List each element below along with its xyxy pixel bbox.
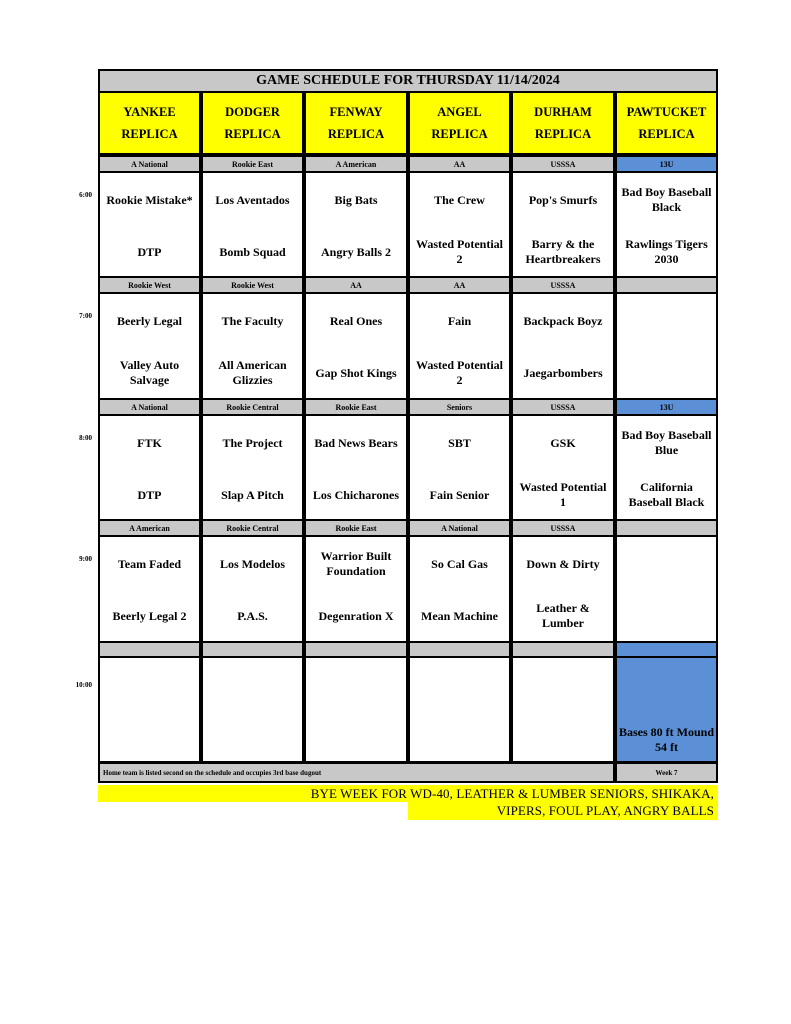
game-cell[interactable] — [304, 171, 408, 279]
away-team: Beerly Legal — [117, 313, 182, 328]
division-label: Rookie East — [201, 155, 304, 173]
division-label: Rookie West — [201, 276, 304, 294]
home-team: Bomb Squad — [219, 244, 286, 259]
away-team: Fain — [447, 313, 472, 328]
game-cell[interactable] — [201, 414, 304, 522]
home-team: Wasted Potential 2 — [416, 358, 503, 387]
home-team: Los Chicharones — [312, 487, 400, 502]
game-cell[interactable] — [408, 292, 511, 400]
time-label: 9:00 — [79, 555, 92, 563]
away-team: Los Modelos — [219, 556, 285, 571]
home-team — [617, 350, 716, 396]
field-header-pawtucket — [615, 91, 718, 155]
division-label: A American — [98, 519, 201, 537]
division-label: USSSA — [511, 398, 615, 416]
away-team: The Project — [222, 435, 283, 450]
page-title: GAME SCHEDULE FOR THURSDAY 11/14/2024 — [98, 69, 718, 93]
field-name: ANGEL — [437, 105, 482, 119]
home-team: Beerly Legal 2 — [112, 608, 187, 623]
division-label: Rookie East — [304, 519, 408, 537]
field-subtitle: REPLICA — [638, 127, 695, 141]
game-cell[interactable] — [408, 414, 511, 522]
field-header-fenway — [304, 91, 408, 155]
home-team: Fain Senior — [429, 487, 490, 502]
home-team: Slap A Pitch — [221, 487, 284, 502]
empty-game-cell[interactable] — [201, 656, 304, 763]
field-name: PAWTUCKET — [626, 105, 707, 119]
division-label: A American — [304, 155, 408, 173]
field-header-dodger — [201, 91, 304, 155]
home-team: Mean Machine — [421, 608, 498, 623]
game-cell[interactable] — [511, 292, 615, 400]
division-label: 13U — [615, 398, 718, 416]
away-team — [617, 298, 716, 344]
division-label: A National — [98, 155, 201, 173]
home-team: Barry & the Heartbreakers — [525, 237, 601, 266]
away-team: Rookie Mistake* — [106, 192, 193, 207]
home-team: Angry Balls 2 — [320, 244, 391, 259]
game-cell[interactable] — [304, 535, 408, 643]
division-label: Rookie Central — [201, 398, 304, 416]
time-label: 7:00 — [79, 312, 92, 320]
game-cell[interactable] — [511, 535, 615, 643]
division-label: Rookie East — [304, 398, 408, 416]
game-cell[interactable] — [615, 171, 718, 279]
field-header-yankee — [98, 91, 201, 155]
game-cell[interactable] — [201, 535, 304, 643]
game-cell[interactable] — [408, 171, 511, 279]
field-dimensions-note: Bases 80 ft Mound 54 ft — [615, 656, 718, 763]
home-team: P.A.S. — [237, 608, 268, 623]
division-label: AA — [408, 276, 511, 294]
away-team: Bad Boy Baseball Black — [621, 185, 712, 214]
game-cell[interactable] — [615, 292, 718, 400]
away-team — [617, 541, 716, 587]
game-cell[interactable] — [201, 171, 304, 279]
game-cell[interactable] — [201, 292, 304, 400]
home-team: Leather & Lumber — [536, 601, 590, 630]
away-team: The Crew — [434, 192, 485, 207]
division-label: USSSA — [511, 155, 615, 173]
field-name: YANKEE — [123, 105, 176, 119]
home-team: DTP — [137, 244, 162, 259]
home-team: DTP — [137, 487, 162, 502]
division-label: AA — [408, 155, 511, 173]
away-team: Warrior Built Foundation — [320, 549, 392, 578]
time-label: 10:00 — [75, 681, 92, 689]
field-subtitle: REPLICA — [431, 127, 488, 141]
field-name: FENWAY — [329, 105, 383, 119]
field-name: DODGER — [225, 105, 280, 119]
week-label: Week 7 — [615, 762, 718, 783]
bye-week-line-2: VIPERS, FOUL PLAY, ANGRY BALLS — [408, 802, 718, 820]
home-team: Degenration X — [318, 608, 394, 623]
away-team: Bad News Bears — [314, 435, 398, 450]
away-team: Down & Dirty — [526, 556, 600, 571]
game-cell[interactable] — [98, 535, 201, 643]
division-label: Rookie Central — [201, 519, 304, 537]
away-team: Backpack Boyz — [523, 313, 603, 328]
game-cell[interactable] — [615, 414, 718, 522]
division-label: USSSA — [511, 519, 615, 537]
away-team: Team Faded — [117, 556, 182, 571]
home-team: Wasted Potential 2 — [416, 237, 503, 266]
empty-game-cell[interactable] — [511, 656, 615, 763]
away-team: Los Aventados — [215, 192, 290, 207]
away-team: Real Ones — [329, 313, 383, 328]
game-cell[interactable] — [304, 292, 408, 400]
away-team: SBT — [448, 435, 471, 450]
game-cell[interactable] — [304, 414, 408, 522]
empty-game-cell[interactable] — [408, 656, 511, 763]
home-team: Gap Shot Kings — [315, 365, 397, 380]
field-subtitle: REPLICA — [121, 127, 178, 141]
division-label: AA — [304, 276, 408, 294]
game-cell[interactable] — [98, 292, 201, 400]
division-label: USSSA — [511, 276, 615, 294]
home-team: Wasted Potential 1 — [519, 480, 607, 509]
field-subtitle: REPLICA — [327, 127, 385, 141]
field-name: DURHAM — [534, 105, 592, 119]
field-subtitle: REPLICA — [534, 127, 592, 141]
away-team: FTK — [137, 435, 162, 450]
division-label: A National — [408, 519, 511, 537]
game-cell[interactable] — [98, 171, 201, 279]
home-team: Rawlings Tigers 2030 — [625, 237, 708, 266]
division-label: A National — [98, 398, 201, 416]
home-team — [617, 593, 716, 639]
away-team: Pop's Smurfs — [528, 192, 598, 207]
away-team: GSK — [550, 435, 576, 450]
game-cell[interactable] — [511, 171, 615, 279]
home-team: All American Glizzies — [218, 358, 287, 387]
away-team: So Cal Gas — [431, 556, 488, 571]
game-cell[interactable] — [408, 535, 511, 643]
division-label: Rookie West — [98, 276, 201, 294]
home-team-note: Home team is listed second on the schedule and occupies 3rd base dugout — [98, 762, 615, 783]
time-label: 6:00 — [79, 191, 92, 199]
time-label: 8:00 — [79, 434, 92, 442]
field-header-angel — [408, 91, 511, 155]
empty-game-cell[interactable] — [304, 656, 408, 763]
home-team: Valley Auto Salvage — [119, 358, 180, 387]
division-label: 13U — [615, 155, 718, 173]
away-team: Big Bats — [334, 192, 378, 207]
bye-week-line-1: BYE WEEK FOR WD-40, LEATHER & LUMBER SENIORS, SHIKAKA, — [98, 785, 718, 802]
home-team: California Baseball Black — [628, 480, 705, 509]
game-cell[interactable] — [615, 535, 718, 643]
game-cell[interactable] — [98, 414, 201, 522]
field-header-durham — [511, 91, 615, 155]
field-subtitle: REPLICA — [224, 127, 281, 141]
away-team: Bad Boy Baseball Blue — [621, 428, 712, 457]
home-team: Jaegarbombers — [523, 365, 603, 380]
empty-game-cell[interactable] — [98, 656, 201, 763]
division-label: Seniors — [408, 398, 511, 416]
game-cell[interactable] — [511, 414, 615, 522]
away-team: The Faculty — [221, 313, 284, 328]
